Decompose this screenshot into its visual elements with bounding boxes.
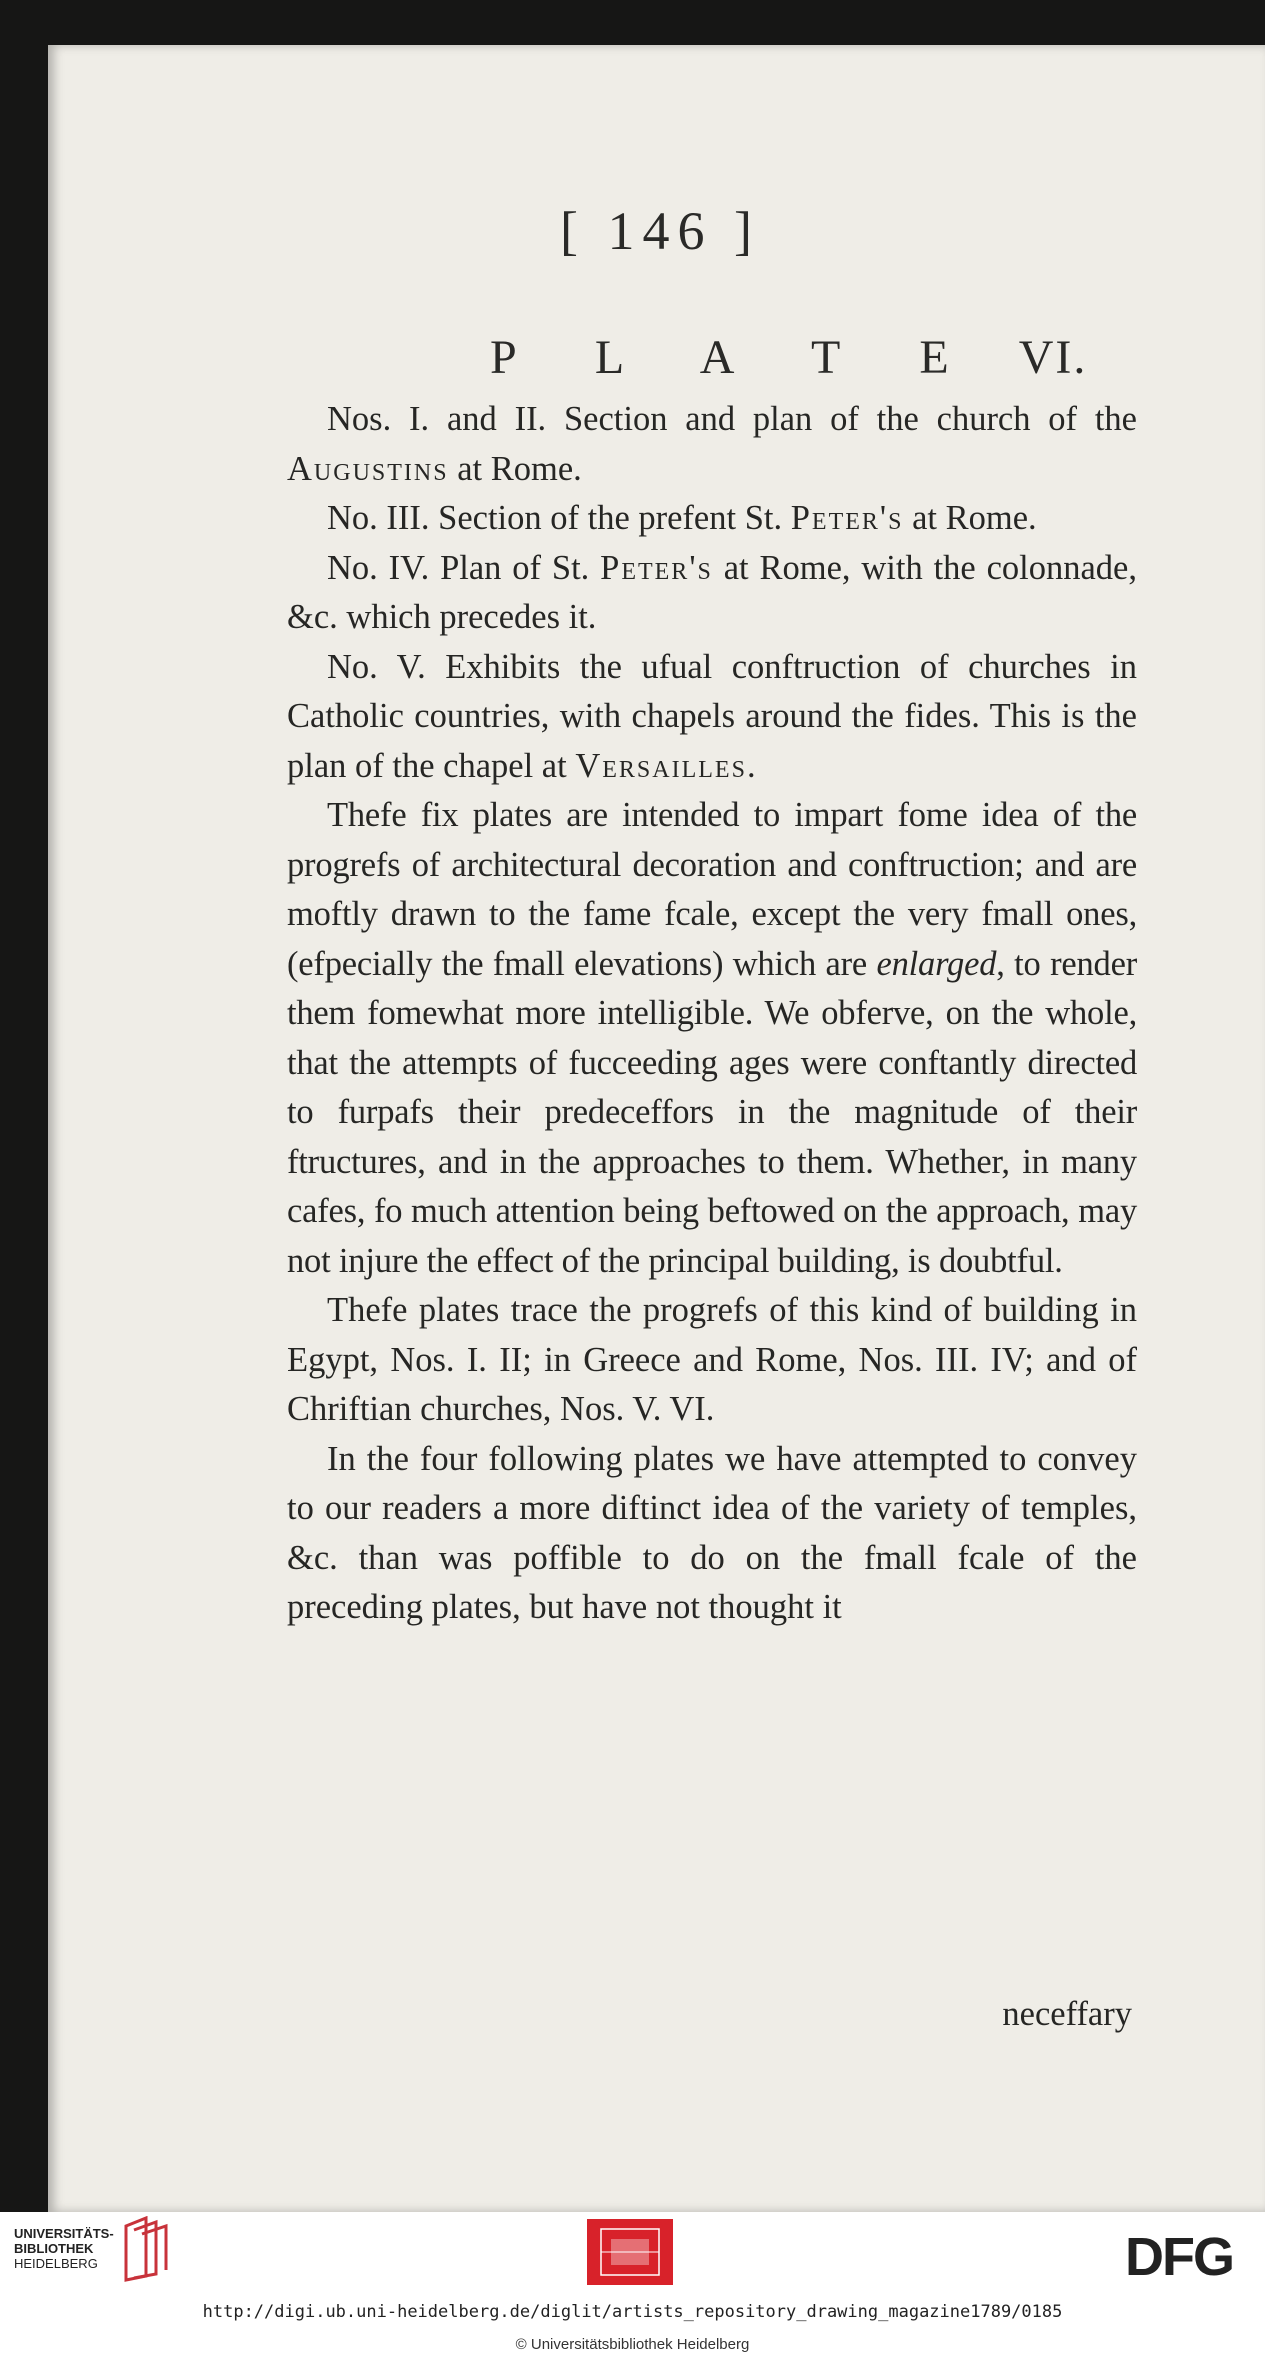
text-run-smallcaps: Peter's: [600, 548, 713, 587]
text-run: No. III. Section of the prefent St.: [327, 499, 791, 537]
text-run: Thefe fix plates are intended to impart fome idea of the progrefs of architectural decoration and conftruction; and are moftly drawn to the fame fcale, except the very fmall ones, (efpecially the fmall elevations) which are: [287, 796, 1137, 983]
library-mark-icon: [116, 2216, 176, 2282]
text-run: .: [746, 746, 756, 785]
text-run: No. V. Exhibits the ufual conftruction of churches in Catholic countries, with chapels around the fides. This is the plan of the chapel at: [287, 647, 1137, 785]
dfg-logo[interactable]: DFG: [1125, 2227, 1233, 2287]
library-name: [14, 2226, 114, 2271]
text-run-italic: enlarged: [876, 944, 997, 983]
text-run: at Rome, with the colonnade, &c. which precedes it.: [287, 548, 1137, 636]
text-run-smallcaps: Augustins: [287, 449, 449, 488]
catchword: neceffary: [1002, 1995, 1132, 2033]
text-run-smallcaps: Peter's: [790, 499, 904, 537]
plate-heading: [490, 330, 1087, 385]
paragraph: [287, 791, 1137, 1286]
library-name-line: HEIDELBERG: [14, 2256, 98, 2271]
text-run: at Rome.: [903, 499, 1037, 537]
library-name-line: BIBLIOTHEK: [14, 2241, 94, 2256]
body-text: [287, 395, 1137, 1633]
library-name-line: UNIVERSITÄTS-: [14, 2226, 114, 2241]
paragraph: [287, 544, 1137, 643]
text-run: No. IV. Plan of St.: [327, 548, 601, 587]
plate-word: P L A T E: [490, 331, 983, 384]
text-run: at Rome.: [448, 449, 582, 488]
paragraph: [287, 395, 1137, 494]
epistemes-emblem-icon: [587, 2219, 673, 2285]
text-run: Nos. I. and II. Section and plan of the church of the: [327, 400, 1137, 438]
copyright-notice: © Universitätsbibliothek Heidelberg: [515, 2336, 750, 2353]
paragraph: [287, 494, 1137, 544]
epistemes-logo[interactable]: [587, 2219, 673, 2285]
page-number: [ 146 ]: [560, 201, 760, 261]
paragraph: [287, 643, 1137, 792]
text-run-smallcaps: Versailles: [575, 746, 747, 785]
permalink-url[interactable]: http://digi.ub.uni-heidelberg.de/diglit/artists_repository_drawing_magazine1789/0185: [202, 2302, 1063, 2322]
text-run: , to render them fomewhat more intelligible. We obferve, on the whole, that the attempts of fucceeding ages were conftantly directed to furpafs their predeceffors in the magnitude of their ftructures, and in the approaches to them. Whether, in many cafes, fo much attention being beftowed on the approach, may not injure the effect of the principal building, is doubtful.: [287, 944, 1137, 1280]
plate-number: VI.: [1018, 331, 1088, 384]
paragraph: Thefe plates trace the progrefs of this kind of building in Egypt, Nos. I. II; in Greece and Rome, Nos. III. IV; and of Chriftian churches, Nos. V. VI.: [287, 1291, 1137, 1428]
paragraph: In the four following plates we have attempted to convey to our readers a more diftinct idea of the variety of temples, &c. than was poffible to do on the fmall fcale of the preceding plates, but have not thought it: [287, 1439, 1137, 1626]
